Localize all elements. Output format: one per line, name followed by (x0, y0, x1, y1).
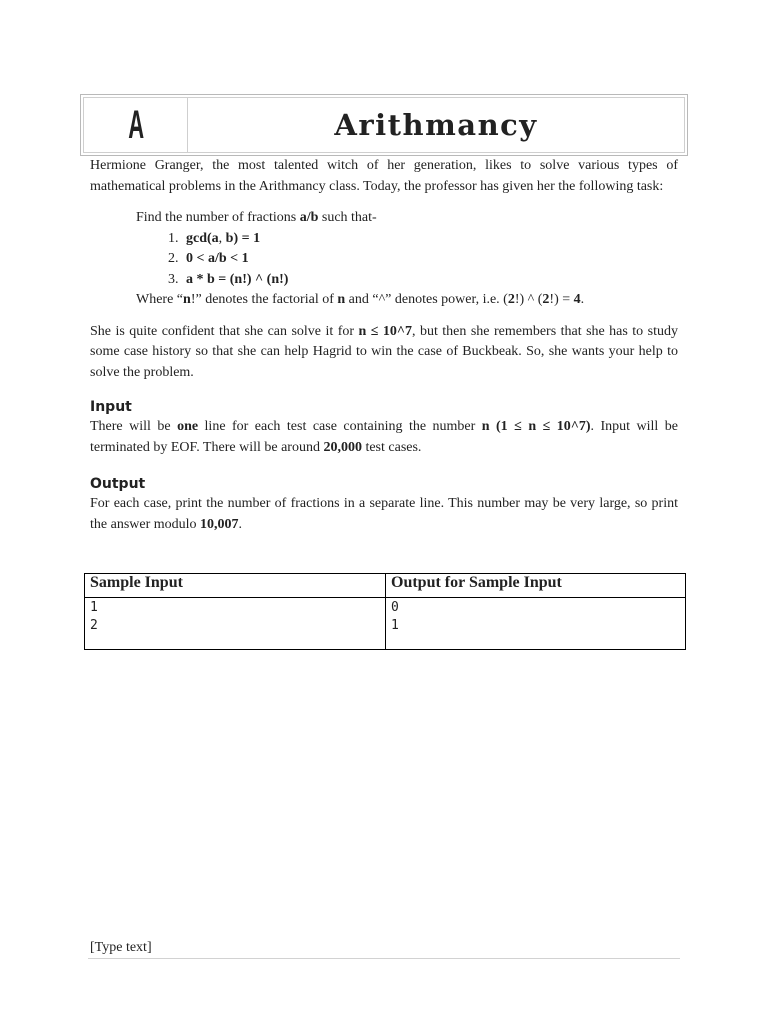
condition-item (182, 249, 678, 270)
sample-table (84, 573, 686, 650)
condition-1-sep: , (218, 230, 226, 246)
context-text: , but then she remembers that she has to study some case history so that she can help Hagrid to win the case of Buckbeak. So, she wants your help to solve the problem. (90, 323, 678, 380)
sample-output-header: Output for Sample Input (386, 574, 686, 598)
notation-note (136, 290, 678, 311)
problem-body (90, 156, 678, 535)
problem-letter: A (127, 102, 144, 147)
input-text: line for each test case containing the number (198, 419, 482, 434)
problem-letter-cell (83, 97, 188, 153)
input-text: . Input will be terminated by EOF. There will be around (90, 419, 678, 455)
problem-title-cell (188, 97, 685, 153)
note-part: and “^” denotes power, i.e. ( (345, 292, 508, 307)
output-text: For each case, print the number of fractions in a separate line. This number may be very large, so print the answer modulo (90, 496, 678, 532)
note-num: 4 (573, 292, 581, 307)
task-lead-text: Find the number of fractions (136, 210, 300, 225)
condition-list (136, 229, 678, 291)
input-text: test cases. (361, 439, 422, 455)
sample-input-header: Sample Input (85, 574, 386, 598)
sample-output-cell (386, 598, 686, 650)
context-text: She is quite confident that she can solve it for (90, 323, 359, 339)
output-modulo: 10,007 (200, 516, 239, 532)
note-n: n (337, 292, 346, 307)
condition-item (182, 229, 678, 250)
intro-paragraph: Hermione Granger, the most talented witch of her generation, likes to solve various types of mathematical problems in the Arithmancy class. Today, the professor has given her the following task: (90, 158, 678, 194)
footer-placeholder[interactable]: [Type text] (90, 940, 152, 955)
note-num: 2 (507, 292, 515, 307)
sample-input-cell (85, 598, 386, 650)
context-bound: n ≤ 10^7 (358, 323, 412, 339)
output-text: . (238, 516, 243, 532)
input-count: 20,000 (323, 439, 362, 455)
note-part: !) = (549, 292, 574, 307)
note-n: n (183, 292, 191, 307)
context-paragraph (90, 322, 678, 384)
condition-2: 0 < a/b < 1 (186, 251, 249, 266)
problem-header (80, 94, 688, 156)
condition-item (182, 270, 678, 291)
condition-1-a: a (211, 230, 219, 246)
input-one: one (177, 419, 199, 434)
condition-1-prefix: gcd( (186, 230, 212, 246)
task-block (136, 208, 678, 311)
footer-divider (88, 958, 680, 959)
sample-output-line: 1 (391, 618, 399, 633)
condition-1-suffix: ) = 1 (233, 230, 261, 246)
sample-data-row (85, 598, 686, 650)
fraction-expr: a/b (299, 210, 319, 225)
note-num: 2 (542, 292, 550, 307)
output-heading: Output (90, 476, 146, 492)
note-part: !” denotes the factorial of (190, 292, 338, 307)
condition-3: a * b = (n!) ^ (n!) (186, 271, 289, 287)
sample-header-row (85, 574, 686, 598)
input-range: n (1 ≤ n ≤ 10^7) (481, 419, 591, 434)
note-part: Where “ (136, 292, 184, 307)
note-part: !) ^ ( (514, 292, 543, 307)
note-part: . (580, 292, 585, 307)
sample-input-line: 2 (90, 618, 98, 633)
problem-title: Arithmancy (334, 108, 538, 142)
condition-1-b: b (225, 230, 234, 246)
input-heading: Input (90, 399, 132, 415)
input-paragraph (90, 417, 678, 458)
task-lead (136, 208, 678, 229)
sample-output-line: 0 (391, 600, 399, 615)
sample-input-line: 1 (90, 600, 98, 615)
input-text: There will be (90, 419, 178, 434)
task-lead-tail: such that- (318, 210, 377, 225)
output-paragraph (90, 494, 678, 535)
